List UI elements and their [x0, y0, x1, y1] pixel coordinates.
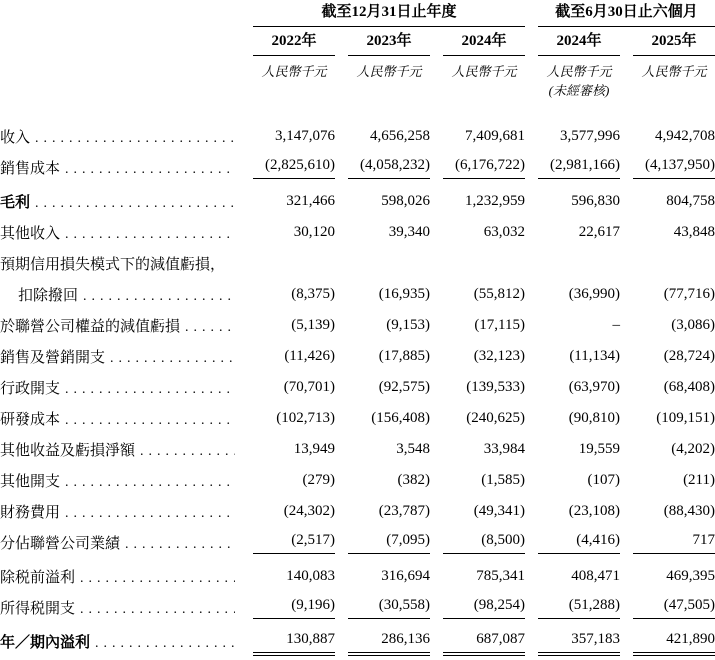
value: (4,416): [538, 532, 620, 554]
value-cell: [525, 503, 620, 520]
value: (1,585): [481, 472, 525, 488]
row-label-cell: [0, 315, 240, 336]
unit-cell-2025-interim: [620, 63, 715, 80]
value: 421,890: [633, 631, 715, 653]
value: 785,341: [476, 568, 525, 584]
value-cell: [430, 193, 525, 210]
value-cell: [525, 317, 620, 334]
value: 130,887: [253, 631, 335, 653]
value-cell: [240, 128, 335, 145]
value: 19,559: [578, 441, 620, 457]
value-cell: [430, 157, 525, 179]
row-label-cell: [0, 408, 240, 429]
value: (4,058,232): [348, 157, 430, 179]
value: (24,302): [283, 503, 335, 519]
value-cell: [525, 532, 620, 554]
value: (107): [587, 472, 620, 488]
value-cell: [240, 503, 335, 520]
dot-leader: [65, 162, 235, 178]
currency-unit-label: 人民幣千元: [641, 64, 707, 79]
value: 39,340: [388, 224, 430, 240]
value-cell: [335, 441, 430, 458]
value: (102,713): [276, 410, 335, 426]
value: (2,825,610): [253, 157, 335, 179]
value: (139,533): [466, 379, 525, 395]
value-cell: [335, 503, 430, 520]
unit-cell-2024-interim: [525, 63, 620, 99]
value: (23,787): [378, 503, 430, 519]
value-cell: [430, 224, 525, 241]
value-cell: [525, 379, 620, 396]
dot-leader: [35, 196, 235, 212]
value-cell: [335, 317, 430, 334]
value-cell: [525, 441, 620, 458]
value-cell: [240, 193, 335, 210]
currency-unit-label: 人民幣千元: [451, 64, 517, 79]
value: 804,758: [666, 193, 715, 209]
value: (156,408): [371, 410, 430, 426]
value: 469,395: [666, 568, 715, 584]
row-label: 所得税開支: [0, 601, 76, 617]
value: 598,026: [381, 193, 430, 209]
row-label: 於聯營公司權益的減值虧損: [0, 319, 181, 335]
value: 7,409,681: [465, 128, 525, 144]
value-cell: [525, 193, 620, 210]
value: 43,848: [673, 224, 715, 240]
value-cell: [240, 441, 335, 458]
dot-leader: [65, 506, 235, 522]
row-label-cell: [0, 439, 240, 460]
row-label: 財務費用: [0, 505, 61, 521]
currency-unit-label: 人民幣千元: [356, 64, 422, 79]
dot-leader: [140, 444, 235, 460]
value: (49,341): [473, 503, 525, 519]
value-cell: [430, 348, 525, 365]
value: (17,885): [378, 348, 430, 364]
value: 687,087: [443, 631, 525, 653]
value: (90,810): [568, 410, 620, 426]
value-cell: [620, 157, 715, 179]
row-label: 預期信用損失模式下的減值虧損，: [0, 257, 226, 273]
value: (382): [397, 472, 430, 488]
value: (63,970): [568, 379, 620, 395]
header-group-annual: [240, 3, 525, 27]
table-row: [0, 310, 715, 341]
row-label-cell: [0, 346, 240, 367]
value: (2,517): [253, 532, 335, 554]
table-body: [0, 121, 715, 657]
table-row: [0, 592, 715, 623]
value: (4,202): [671, 441, 715, 457]
value: 63,032: [483, 224, 525, 240]
value-cell: [335, 193, 430, 210]
value: (30,558): [348, 597, 430, 619]
value-cell: [240, 157, 335, 179]
value-cell: [240, 224, 335, 241]
value-cell: [525, 568, 620, 585]
table-row: [0, 152, 715, 183]
value: (7,095): [348, 532, 430, 554]
value: (55,812): [473, 286, 525, 302]
value: 33,984: [483, 441, 525, 457]
value-cell: [525, 224, 620, 241]
value-cell: [430, 568, 525, 585]
value: 4,656,258: [370, 128, 430, 144]
value-cell: [620, 503, 715, 520]
value-cell: [620, 410, 715, 427]
value: (2,981,166): [538, 157, 620, 179]
value: 286,136: [348, 631, 430, 653]
row-label: 銷售成本: [0, 161, 61, 177]
row-label-cell: [0, 126, 240, 147]
value-cell: [240, 631, 335, 653]
value-cell: [525, 631, 620, 653]
dot-leader: [80, 571, 235, 587]
row-label-cell: [0, 501, 240, 522]
value: (47,505): [633, 597, 715, 619]
value-cell: [240, 532, 335, 554]
value: 22,617: [578, 224, 620, 240]
table-row: [0, 496, 715, 527]
currency-unit-label: 人民幣千元: [261, 64, 327, 79]
value: (11,134): [569, 348, 620, 364]
value-cell: [620, 441, 715, 458]
value-cell: [620, 379, 715, 396]
row-label: 銷售及營銷開支: [0, 350, 106, 366]
value: 357,183: [538, 631, 620, 653]
value-cell: [430, 128, 525, 145]
value-cell: [335, 532, 430, 554]
value-cell: [335, 410, 430, 427]
value: –: [612, 317, 620, 333]
unit-cell-2024: [430, 63, 525, 80]
unit-cell-2023: [335, 63, 430, 80]
value: (8,375): [291, 286, 335, 302]
row-label-cell: [0, 191, 240, 212]
dot-leader: [83, 289, 235, 305]
row-label-cell: [0, 157, 240, 178]
value: (92,575): [378, 379, 430, 395]
value: 3,548: [396, 441, 430, 457]
value: (70,701): [283, 379, 335, 395]
row-label: 收入: [0, 130, 31, 146]
value-cell: [430, 379, 525, 396]
dot-leader: [80, 602, 235, 618]
value: 4,942,708: [655, 128, 715, 144]
value: 140,083: [286, 568, 335, 584]
value: (88,430): [663, 503, 715, 519]
value-cell: [335, 379, 430, 396]
dot-leader: [95, 636, 235, 652]
value-cell: [620, 597, 715, 619]
column-header-2024-interim: 2024年: [525, 32, 620, 56]
table-row: [0, 372, 715, 403]
row-label-cell: [0, 631, 240, 652]
value-cell: [430, 286, 525, 303]
value-cell: [620, 286, 715, 303]
header-group-annual-label: 截至12月31日止年度: [253, 3, 525, 27]
unaudited-note: (未經審核): [548, 83, 610, 98]
row-label-cell: [0, 253, 240, 274]
value: (240,625): [466, 410, 525, 426]
value: (77,716): [663, 286, 715, 302]
value: 596,830: [571, 193, 620, 209]
value-cell: [335, 631, 430, 653]
value-cell: [430, 532, 525, 554]
value-cell: [335, 568, 430, 585]
value: (11,426): [284, 348, 335, 364]
value: 3,147,076: [275, 128, 335, 144]
value-cell: [240, 472, 335, 489]
value-cell: [430, 317, 525, 334]
value-cell: [240, 348, 335, 365]
value-cell: [335, 224, 430, 241]
header-group-row: [0, 3, 715, 27]
header-year-row: [0, 32, 715, 56]
row-label-cell: [0, 597, 240, 618]
table-row: [0, 465, 715, 496]
table-row: [0, 341, 715, 372]
value: (68,408): [663, 379, 715, 395]
value-cell: [525, 128, 620, 145]
value: (98,254): [443, 597, 525, 619]
table-row: [0, 217, 715, 248]
value-cell: [430, 631, 525, 653]
row-label: 行政開支: [0, 381, 61, 397]
value-cell: [240, 317, 335, 334]
value-cell: [240, 410, 335, 427]
value: (3,086): [671, 317, 715, 333]
value: (109,151): [656, 410, 715, 426]
value-cell: [620, 472, 715, 489]
value-cell: [620, 348, 715, 365]
value: (6,176,722): [443, 157, 525, 179]
value-cell: [430, 503, 525, 520]
value-cell: [240, 286, 335, 303]
value-cell: [620, 568, 715, 585]
value-cell: [620, 631, 715, 653]
row-label: 其他收入: [0, 226, 61, 242]
value-cell: [525, 286, 620, 303]
value: 1,232,959: [465, 193, 525, 209]
column-header-2025-interim: 2025年: [620, 32, 715, 56]
value: (36,990): [568, 286, 620, 302]
row-label: 除税前溢利: [0, 570, 76, 586]
column-header-2024: 2024年: [430, 32, 525, 56]
value: (9,196): [253, 597, 335, 619]
row-label: 分佔聯營公司業績: [0, 536, 121, 552]
value-cell: [335, 348, 430, 365]
table-row: [0, 248, 715, 279]
value-cell: [430, 410, 525, 427]
value-cell: [620, 193, 715, 210]
row-label: 毛利: [0, 195, 31, 211]
value: (211): [683, 472, 715, 488]
dot-leader: [65, 475, 235, 491]
value: (8,500): [443, 532, 525, 554]
table-row: [0, 186, 715, 217]
value: 717: [633, 532, 715, 554]
value-cell: [335, 286, 430, 303]
value: 321,466: [286, 193, 335, 209]
value: 30,120: [293, 224, 335, 240]
row-label: 年／期內溢利: [0, 635, 91, 651]
dot-leader: [185, 320, 235, 336]
value-cell: [335, 472, 430, 489]
value-cell: [335, 597, 430, 619]
value-cell: [335, 128, 430, 145]
value-cell: [335, 157, 430, 179]
row-label: 其他收益及虧損淨額: [0, 443, 136, 459]
row-label-cell: [0, 566, 240, 587]
table-row: [0, 403, 715, 434]
unit-cell-2022: [240, 63, 335, 80]
value-cell: [430, 441, 525, 458]
value: 13,949: [293, 441, 335, 457]
header-units-row: [0, 63, 715, 99]
value: 316,694: [381, 568, 430, 584]
dot-leader: [65, 227, 235, 243]
header-group-interim-label: 截至6月30日止六個月: [538, 3, 715, 27]
table-header: [0, 3, 715, 99]
value: (28,724): [663, 348, 715, 364]
table-row: [0, 626, 715, 657]
row-label-cell: [0, 284, 240, 305]
value-cell: [430, 597, 525, 619]
value-cell: [525, 597, 620, 619]
value-cell: [525, 157, 620, 179]
value-cell: [525, 410, 620, 427]
table-row: [0, 561, 715, 592]
table-row: [0, 121, 715, 152]
value: (23,108): [568, 503, 620, 519]
value: (279): [302, 472, 335, 488]
dot-leader: [65, 413, 235, 429]
row-label-cell: [0, 470, 240, 491]
value-cell: [430, 472, 525, 489]
dot-leader: [35, 131, 235, 147]
value: (16,935): [378, 286, 430, 302]
value: (4,137,950): [633, 157, 715, 179]
dot-leader: [110, 351, 235, 367]
row-label-cell: [0, 532, 240, 553]
row-label: 其他開支: [0, 474, 61, 490]
table-row: [0, 434, 715, 465]
row-label-cell: [0, 222, 240, 243]
dot-leader: [125, 537, 235, 553]
value-cell: [620, 317, 715, 334]
value: (51,288): [538, 597, 620, 619]
table-row: [0, 527, 715, 558]
value: (9,153): [386, 317, 430, 333]
currency-unit-label: 人民幣千元: [546, 64, 612, 79]
table-row: [0, 279, 715, 310]
value-cell: [240, 597, 335, 619]
row-label: 研發成本: [0, 412, 61, 428]
value-cell: [525, 472, 620, 489]
value-cell: [240, 379, 335, 396]
column-header-2023: 2023年: [335, 32, 430, 56]
row-label-cell: [0, 377, 240, 398]
column-header-2022: 2022年: [240, 32, 335, 56]
value-cell: [240, 568, 335, 585]
value-cell: [620, 532, 715, 554]
value: 408,471: [571, 568, 620, 584]
value-cell: [620, 128, 715, 145]
value-cell: [525, 348, 620, 365]
value: 3,577,996: [560, 128, 620, 144]
value-cell: [620, 224, 715, 241]
value: (17,115): [474, 317, 525, 333]
value: (5,139): [291, 317, 335, 333]
row-label: 扣除撥回: [18, 288, 79, 304]
value: (32,123): [473, 348, 525, 364]
dot-leader: [65, 382, 235, 398]
header-group-interim: [525, 3, 715, 27]
